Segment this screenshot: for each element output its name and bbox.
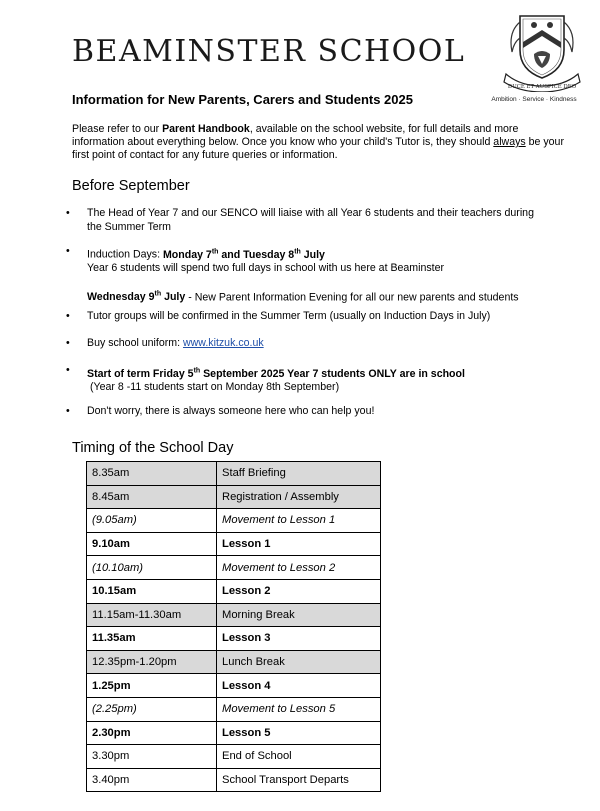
table-row — [87, 485, 381, 509]
time-cell: 11.35am — [87, 627, 217, 651]
bullet-icon: • — [66, 310, 70, 322]
event-cell: Movement to Lesson 5 — [217, 697, 381, 721]
bullet-icon: • — [66, 207, 70, 219]
time-cell: 9.10am — [87, 532, 217, 556]
school-crest-logo — [500, 12, 584, 92]
table-row — [87, 603, 381, 627]
document-heading: Information for New Parents, Carers and Students 2025 — [72, 92, 413, 107]
time-cell: (9.05am) — [87, 509, 217, 533]
event-cell: Lesson 5 — [217, 721, 381, 745]
timing-heading: Timing of the School Day — [72, 440, 234, 456]
before-september-heading: Before September — [72, 178, 190, 194]
event-cell: Lunch Break — [217, 650, 381, 674]
event-cell: Registration / Assembly — [217, 485, 381, 509]
event-cell: Movement to Lesson 1 — [217, 509, 381, 533]
time-cell: 8.45am — [87, 485, 217, 509]
time-cell: 3.40pm — [87, 768, 217, 792]
event-cell: Morning Break — [217, 603, 381, 627]
event-cell: Movement to Lesson 2 — [217, 556, 381, 580]
time-cell: 11.15am-11.30am — [87, 603, 217, 627]
event-cell: End of School — [217, 745, 381, 769]
event-cell: Lesson 2 — [217, 579, 381, 603]
table-row — [87, 532, 381, 556]
table-row — [87, 509, 381, 533]
time-cell: 10.15am — [87, 579, 217, 603]
table-row — [87, 462, 381, 486]
document-page: BEAMINSTER SCHOOL DUCE ET AUSPICE DEO Ambition · Service · Kindness Information for New Parents, Carers and Students 2025 Please refer to our Parent Handbook, available on the school website, for full details and more information about everything below. Once you know who your child's Tutor is, they should always be your first point of contact for any future queries or information. Before September • The Head of Year 7 and our SENCO will liaise with all Year 6 students and their teachers during the Summer Term • Induction Days: Monday 7th and Tuesday 8th July Year 6 students will spend two full days in school with us here at Beaminster Wednesday 9th July - New Parent Information Evening for all our new parents and students • Tutor groups will be confirmed in the Summer Term (usually on Induction Days in July) • Buy school uniform: www.kitzuk.co.uk • Start of term Friday 5th September 2025 Year 7 students ONLY are in school (Year 8 -11 students start on Monday 8th September) • Don't worry, there is always someone here who can help you! Timing of the School Day 8.35am Staff Briefing 8.45am Registration / Assembly (9.05am) Movement to Lesson 1 9.10am Lesson 1 (10.10am) Movement to Lesson 2 10.15am Lesson 2 11.15am-11.30am Morning Break 11.35am Lesson 3 12.35pm-1.20pm Lunch Break 1.25pm Lesson 4 (2.25pm) Movement to Lesson 5 2.30pm Lesson 5 3.30pm End of School 3.40pm School Transport Departs — [0, 0, 600, 811]
event-cell: School Transport Departs — [217, 768, 381, 792]
event-cell: Staff Briefing — [217, 462, 381, 486]
table-row — [87, 650, 381, 674]
school-values-line: Ambition · Service · Kindness — [491, 96, 577, 103]
time-cell: (2.25pm) — [87, 697, 217, 721]
school-day-timetable — [86, 461, 381, 792]
time-cell: 3.30pm — [87, 745, 217, 769]
bullet-icon: • — [66, 245, 70, 257]
event-cell: Lesson 3 — [217, 627, 381, 651]
time-cell: 1.25pm — [87, 674, 217, 698]
table-row — [87, 768, 381, 792]
bullet-icon: • — [66, 405, 70, 417]
time-cell: 2.30pm — [87, 721, 217, 745]
time-cell: (10.10am) — [87, 556, 217, 580]
svg-text:DUCE ET AUSPICE DEO: DUCE ET AUSPICE DEO — [507, 84, 577, 90]
event-cell: Lesson 4 — [217, 674, 381, 698]
table-row — [87, 697, 381, 721]
table-row — [87, 721, 381, 745]
event-cell: Lesson 1 — [217, 532, 381, 556]
school-name-title: BEAMINSTER SCHOOL — [72, 34, 466, 69]
bullet-icon: • — [66, 337, 70, 349]
bullet-icon: • — [66, 364, 70, 376]
intro-paragraph: Please refer to our Parent Handbook, available on the school website, for full details and more information about everything below. Once you know who your child's Tutor is, they should always be your first point of contact for any future queries or information. — [72, 123, 564, 161]
table-row — [87, 579, 381, 603]
table-row — [87, 556, 381, 580]
table-row — [87, 674, 381, 698]
uniform-link[interactable]: www.kitzuk.co.uk — [182, 337, 264, 349]
table-row — [87, 745, 381, 769]
time-cell: 8.35am — [87, 462, 217, 486]
time-cell: 12.35pm-1.20pm — [87, 650, 217, 674]
table-row — [87, 627, 381, 651]
